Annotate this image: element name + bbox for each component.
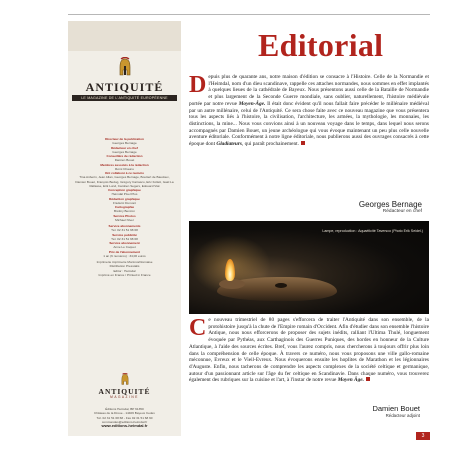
credit-entry: Membres associés à la rédaction Rémi Chaunu — [100, 162, 149, 171]
publisher-address: Éditions Heimdal, BP 61350 Château de la Droue - 14406 Bayeux Cedex Tél. 02 31 51 68 68 - Fax 02 31 51 68 60 commandes@editions-heimdal.fr www.editions-heimdal.fr — [74, 407, 175, 428]
masthead-name: ANTIQUITÉ — [85, 80, 164, 94]
publisher-url[interactable]: www.editions-heimdal.fr — [101, 423, 148, 428]
helmet-emblem-icon — [120, 373, 130, 387]
signature-name: Georges Bernage — [358, 200, 422, 209]
credits-footer-line: Editor : Heimdal — [113, 268, 136, 273]
signature-deputy — [372, 405, 420, 418]
drop-cap: D — [189, 74, 207, 98]
credit-entry: Ont collaboré à ce numéro Tina Anberin, Jean Allan, Georges Bernage, Bouttert de Baudoux, Damien Bouet, François Bedog, Grégory Carrasco, Eric Follett, Gaël La Rallasse, Erik Lund, Carolien Segers, Edouard Viat — [75, 171, 174, 188]
oil-lamp-photo — [189, 221, 429, 314]
signature-editor — [359, 200, 422, 215]
sidebar-header-band — [68, 21, 181, 51]
signature-role: Rédacteur adjoint — [385, 413, 420, 418]
masthead-logo — [68, 57, 181, 127]
top-rule — [68, 14, 430, 15]
credit-entry: Directeur de la publication Georges Bernage — [105, 137, 144, 146]
signature-name: Damien Bouet — [372, 404, 420, 413]
credit-entry: Conseillère de rédaction Damien Bouet — [106, 154, 143, 163]
credit-entry: Conception graphique Heimdal Pixel Plus — [108, 188, 141, 197]
editorial-paragraph-2: Ce nouveau trimestriel de 80 pages s'efforcera de traiter l'Antiquité dans son ensemble, de la protohistoire jusqu'à la chute de l'Empire romain d'Occident. Afin d'étudier dans son ensemble l'histoire Antique, nous nous efforcerons de proposer des sujets inédits, ralliant l'Ultima Thulé, longuement évoquée par Pythéas, aux Carthaginois des Guerres Puniques, des hordes en honneur de la Culture Atlantique, à l'aide des sources écrites. Bref, vous l'aurez compris, nous chercherons à toujours offrir plus loin dans la compréhension de celle époque. À travers ce numéro, nous vous proposons une ville gallo-romaine méconnue, Evreux et le Vieil-Evreux. Nous évoquerons ensuite les hoplites de Marathon et les légionnaires d'Auguste. Enfin, nous tacherons de comprendre les aspects complexes de la société celtique et germanique, autour d'un passionnant article sur l'âge du fer celtique en Scandinavie. Dans chaque numéro, vous trouverez également des rubriques sur la cuisine et l'art, à l'instar de notre revue Moyen Âge. — [189, 317, 429, 384]
footer-logo — [68, 373, 181, 401]
credit-entry: Cartographie Brétiny Benzon — [114, 205, 135, 214]
photo-caption: Lampe, reproduction : Aquaélicité Taversco (Photo Erik Seidel.) — [322, 229, 423, 233]
credit-entry: Service abonnement Anne Le Coquet — [109, 241, 140, 250]
credit-entry: Prix de l'abonnement 1 an (6 numéros) : 34,00 euros — [103, 249, 146, 258]
credit-entry: Rédaction graphique Fréderic Dumont — [109, 196, 140, 205]
credits-footer-line: Imprimerie imprimerie Montmorillonnaise — [96, 260, 153, 264]
drop-cap: C — [189, 317, 207, 341]
page-number: 3 — [416, 432, 430, 440]
credit-entry: Service Photos Michael Niver — [113, 213, 136, 222]
credits-list — [74, 137, 175, 277]
credits-sidebar — [68, 21, 181, 436]
page-title: Editorial — [258, 27, 384, 63]
credit-entry: Rédacteur en chef Georges Bernage — [111, 145, 138, 154]
credit-entry: Service publicité Tél. 02 31 51 68 68 — [111, 232, 138, 241]
end-mark-icon — [301, 141, 305, 145]
credit-entry: Service abonnements Tél. 02 31 51 68 68 — [108, 224, 141, 233]
credits-footer-line: Distribution Presstalis — [109, 264, 140, 269]
footer-logo-sub: MAGAZINE — [110, 395, 139, 399]
signature-role: Rédacteur en chef — [382, 209, 422, 214]
editorial-paragraph-1: Depuis plus de quarante ans, notre maison d'édition se consacre à l'Histoire. Celle de la Normandie et l'Heimdal, nom d'un dieu scandinave, rappelle ces attaches normandes, nous sommes en effet implantés à quelques lieues de la cathédrale de Bayeux. Nous présentons aussi celle de la Bataille de Normandie et plus largement de la Seconde Guerre mondiale, sans oublier, naturellement, l'histoire médiévale portée par notre revue Moyen-Âge. Il était donc évident qu'il nous fallait faire précéder le millénaire médiéval par un autre millénaire, celui de l'Antiquité. Ce sera chose faite avec ce nouveau magazine que vous présentera tous les aspects liés à l'histoire, la civilisation, l'architecture, les armées, la mythologie, les monnaies, les distinctions, la mine... Nous vous convions ainsi à un nouveau voyage dans le temps, dans lequel nous serons accompagnés par Damien Bouet, un jeune archéologue qui vous évoque maintenant un peu plus celle nouvelle aventure éditoriale. Conformément à notre ligne éditoriale, nous publierons aussi des ouvrages consacrés à cette époque dont Gladiateurs, qui paraît prochainement. — [189, 74, 429, 148]
masthead-subtitle: LE MAGAZINE DE L'ANTIQUITÉ EUROPÉENNE — [72, 95, 177, 101]
helmet-emblem-icon — [118, 57, 132, 79]
footer-logo-name: ANTIQUITÉ — [98, 387, 151, 396]
credits-footer-line: Imprimé en France / Printed in France — [98, 272, 151, 277]
end-mark-icon — [366, 377, 370, 381]
